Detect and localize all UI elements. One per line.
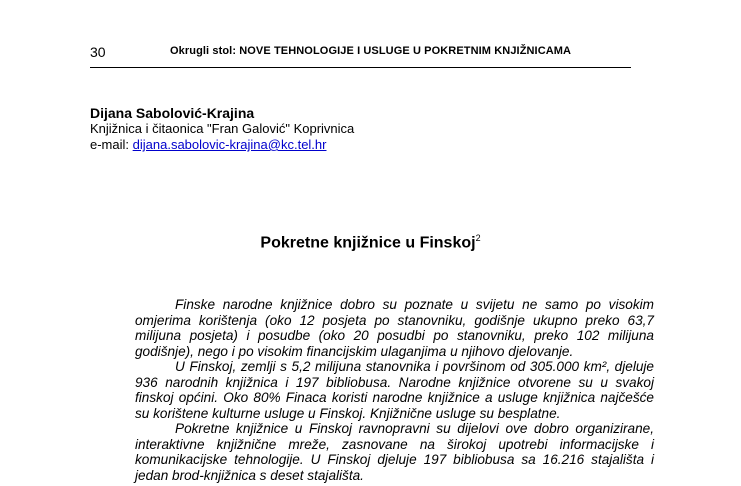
- paragraph: Pokretne knjižnice u Finskoj ravnopravni su dijelovi ove dobro organizirane, interaktivne knjižnične mreže, zasnovane na širokoj upotrebi informacijske i komunikacijske tehnologije. U Finskoj djeluje 197 bibliobusa sa 16.216 stajališta i jedan brod-knjižnica s deset stajališta.: [135, 421, 654, 483]
- paragraph: U Finskoj, zemlji s 5,2 milijuna stanovnika i površinom od 305.000 km², djeluje 936 narodnih knjižnica i 197 bibliobusa. Narodne knjižnice otvorene su u svakoj finskoj općini. Oko 80% Finaca koristi narodne knjižnice a usluge knjižnica najčešće su korištene kulturne usluge u Finskoj. Knjižnične usluge su besplatne.: [135, 359, 654, 421]
- author-affiliation: Knjižnica i čitaonica "Fran Galović" Koprivnica: [90, 121, 355, 136]
- author-email-line: [90, 137, 354, 153]
- article-body: [135, 297, 654, 483]
- article-title: [0, 233, 741, 252]
- author-name: Dijana Sabolović-Krajina: [90, 105, 255, 121]
- article-title-text: Pokretne knjižnice u Finskoj: [260, 234, 476, 252]
- header-rule: [90, 67, 631, 68]
- author-block: [90, 105, 354, 153]
- running-title: Okrugli stol: NOVE TEHNOLOGIJE I USLUGE U POKRETNIM KNJIŽNICAMA: [170, 45, 572, 57]
- email-label: e-mail:: [90, 137, 130, 152]
- page-number: 30: [90, 44, 106, 60]
- paragraph: Finske narodne knjižnice dobro su poznate u svijetu ne samo po visokim omjerima korištenja (oko 12 posjeta po stanovniku, godišnje ukupno preko 63,7 milijuna posjeta) i posudbe (oko 20 posudbi po stanovniku, preko 102 milijuna godišnje), nego i po visokim financijskim ulaganjima u njihovo djelovanje.: [135, 297, 654, 359]
- email-link[interactable]: dijana.sabolovic-krajina@kc.tel.hr: [132, 137, 327, 152]
- footnote-mark[interactable]: 2: [475, 233, 481, 243]
